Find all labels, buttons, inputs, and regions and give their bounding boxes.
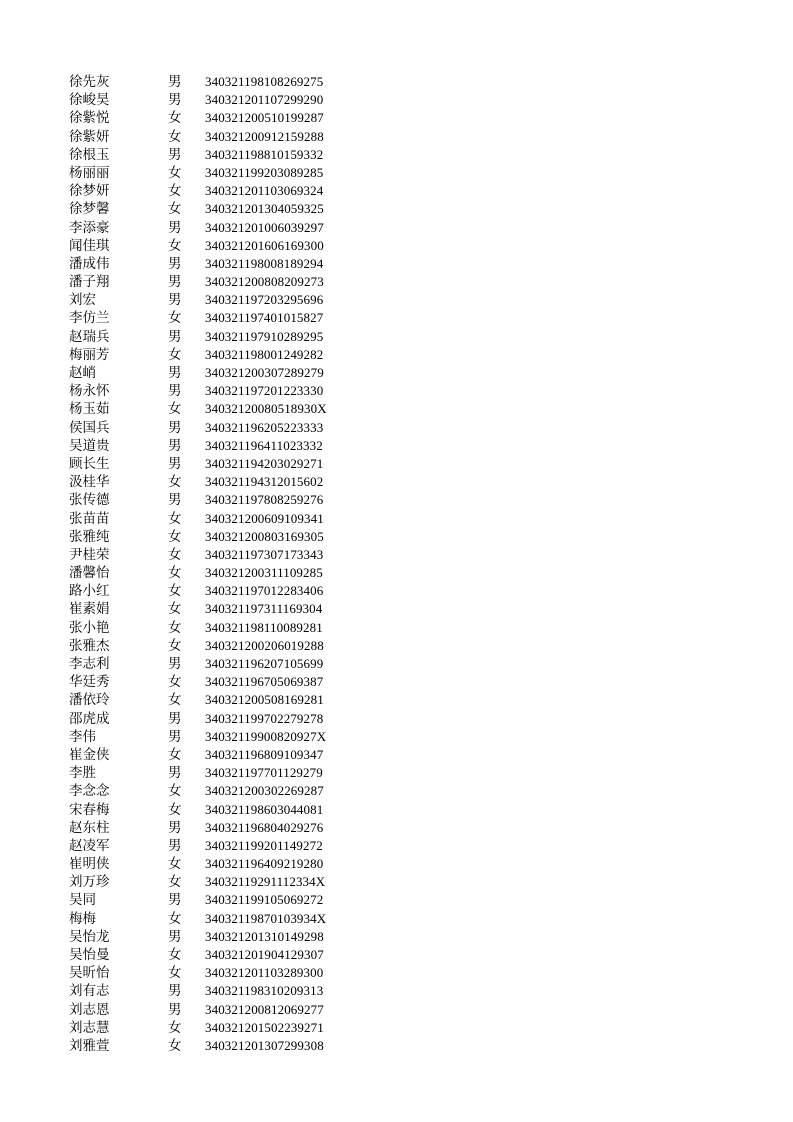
gender-value: 男 [168,292,182,309]
id-number: 340321197012283406 [205,583,324,599]
list-item [0,600,793,618]
person-name: 张雅纯 [69,528,110,545]
person-name: 赵瑞兵 [69,328,110,345]
person-name: 杨丽丽 [69,164,110,181]
person-name: 潘成伟 [69,255,110,272]
gender-value: 男 [168,837,182,854]
gender-value: 男 [168,146,182,163]
id-number: 340321198110089281 [205,619,323,635]
id-number: 34032119291112334X [205,874,326,890]
gender-value: 女 [168,874,182,891]
gender-value: 男 [168,455,182,472]
list-item [0,473,793,491]
list-item [0,400,793,418]
id-number: 340321200808209273 [205,274,324,290]
person-name: 侯国兵 [69,419,110,436]
person-name: 华廷秀 [69,674,110,691]
id-number: 340321201904129307 [205,947,324,962]
gender-value: 女 [168,1019,182,1036]
id-number: 34032120080518930X [205,401,327,417]
id-number: 340321200812069277 [205,1001,324,1017]
list-item [0,164,793,182]
gender-value: 女 [168,801,182,818]
gender-value: 女 [168,856,182,873]
id-number: 340321201103069324 [205,183,324,199]
id-number: 340321200311109285 [205,565,323,581]
person-name: 闻佳琪 [69,237,110,254]
id-number: 340321200307289279 [205,365,324,380]
person-name: 刘雅萱 [69,1037,110,1054]
list-item [0,291,793,309]
gender-value: 男 [168,365,182,381]
gender-value: 女 [168,637,182,654]
gender-value: 女 [168,401,182,418]
person-name: 徐峻昊 [69,92,110,109]
id-number: 340321194312015602 [205,474,324,490]
person-name: 潘依玲 [69,692,110,709]
gender-value: 男 [168,819,182,836]
list-item [0,128,793,146]
id-number: 340321197401015827 [205,310,324,326]
id-number: 340321199702279278 [205,710,324,726]
person-name: 崔素娟 [69,601,110,618]
gender-value: 女 [168,601,182,618]
id-number: 340321196411023332 [205,437,323,453]
gender-value: 女 [168,692,182,709]
gender-value: 女 [168,510,182,527]
gender-value: 男 [168,74,182,90]
list-item [0,782,793,800]
id-number: 340321198810159332 [205,146,324,162]
list-item [0,910,793,928]
gender-value: 女 [168,674,182,691]
gender-value: 女 [168,346,182,363]
person-name: 徐紫悦 [69,110,110,127]
id-number: 340321200206019288 [205,637,324,653]
gender-value: 女 [168,965,182,982]
gender-value: 女 [168,310,182,327]
id-number: 340321196205223333 [205,419,324,435]
person-name: 赵凌军 [69,837,110,854]
id-number: 340321200912159288 [205,128,324,144]
id-number: 340321200508169281 [205,692,324,708]
gender-value: 女 [168,565,182,582]
id-number: 340321198603044081 [205,801,324,817]
list-item [0,328,793,346]
id-number: 340321198008189294 [205,255,324,271]
id-number: 340321198310209313 [205,983,324,999]
person-name: 李志利 [69,656,110,672]
gender-value: 男 [168,983,182,1000]
list-item [0,764,793,782]
person-name: 张雅杰 [69,637,110,654]
person-name: 吴同 [69,892,96,909]
list-item [0,491,793,509]
id-number: 340321200803169305 [205,528,324,544]
id-number: 340321201103289300 [205,965,324,981]
person-name: 张苗苗 [69,510,110,527]
person-name: 李伟 [69,728,96,745]
person-name: 赵峭 [69,365,96,381]
gender-value: 女 [168,546,182,563]
gender-value: 男 [168,92,182,109]
list-item [0,510,793,528]
id-number: 340321197808259276 [205,492,324,508]
person-name: 吴怡曼 [69,947,110,963]
gender-value: 女 [168,583,182,600]
list-item [0,455,793,473]
id-number: 340321196207105699 [205,656,324,671]
id-number: 340321199201149272 [205,837,323,853]
person-name: 刘有志 [69,983,110,1000]
id-number: 340321194203029271 [205,455,324,471]
list-item [0,582,793,600]
gender-value: 男 [168,419,182,436]
gender-value: 男 [168,255,182,272]
person-name: 李添豪 [69,219,110,236]
person-name: 汲桂华 [69,474,110,491]
person-name: 张小艳 [69,619,110,636]
id-number: 340321200302269287 [205,783,324,799]
person-name: 徐梦馨 [69,201,110,218]
list-item [0,182,793,200]
id-number: 340321201107299290 [205,92,324,108]
list-item [0,73,793,91]
id-number: 340321197203295696 [205,292,324,308]
person-name: 徐梦妍 [69,183,110,200]
gender-value: 男 [168,928,182,945]
person-name: 崔金侠 [69,746,110,763]
person-name: 李念念 [69,783,110,800]
id-number: 340321199203089285 [205,164,324,180]
person-name: 吴怡龙 [69,928,110,945]
list-item [0,91,793,109]
list-item [0,146,793,164]
list-item [0,1019,793,1037]
gender-value: 女 [168,619,182,636]
gender-value: 男 [168,492,182,509]
person-name: 刘万珍 [69,874,110,891]
list-item [0,946,793,964]
person-name: 邵虎成 [69,710,110,727]
list-item [0,891,793,909]
gender-value: 女 [168,474,182,491]
list-item [0,619,793,637]
person-name: 梅丽芳 [69,346,110,363]
person-name: 顾长生 [69,455,110,472]
id-number: 340321201304059325 [205,201,324,217]
list-item [0,255,793,273]
gender-value: 男 [168,728,182,745]
gender-value: 男 [168,892,182,909]
id-number: 340321197311169304 [205,601,323,617]
list-item [0,710,793,728]
person-name: 尹桂荣 [69,546,110,563]
list-item [0,855,793,873]
list-item [0,200,793,218]
id-number: 340321200609109341 [205,510,324,526]
list-item [0,219,793,237]
list-item [0,873,793,891]
person-name: 刘志恩 [69,1001,110,1018]
id-number: 340321200510199287 [205,110,324,126]
list-item [0,637,793,655]
list-item [0,837,793,855]
gender-value: 男 [168,328,182,345]
list-item [0,419,793,437]
list-item [0,273,793,291]
list-item [0,691,793,709]
id-number: 340321201606169300 [205,237,324,253]
list-item [0,109,793,127]
gender-value: 女 [168,1037,182,1054]
person-name: 潘馨怡 [69,565,110,582]
id-number: 340321201310149298 [205,928,324,944]
person-name: 吴道贵 [69,437,110,454]
id-number: 340321197910289295 [205,328,324,344]
list-item [0,746,793,764]
person-name: 杨永怀 [69,383,110,400]
person-name: 宋春梅 [69,801,110,818]
person-name: 崔明侠 [69,856,110,873]
gender-value: 女 [168,528,182,545]
list-item [0,237,793,255]
gender-value: 男 [168,274,182,291]
person-name: 潘子翔 [69,274,110,291]
list-item [0,382,793,400]
id-number: 340321197701129279 [205,765,323,781]
gender-value: 男 [168,1001,182,1018]
person-name: 梅梅 [69,910,96,927]
list-item [0,673,793,691]
id-number: 340321196809109347 [205,746,324,762]
list-item [0,1037,793,1055]
gender-value: 女 [168,201,182,218]
id-number: 340321196804029276 [205,819,324,835]
list-item [0,546,793,564]
person-name: 张传德 [69,492,110,509]
list-item [0,728,793,746]
gender-value: 男 [168,710,182,727]
person-name: 刘志慧 [69,1019,110,1036]
gender-value: 女 [168,746,182,763]
list-item [0,364,793,382]
id-number: 340321201006039297 [205,219,324,235]
gender-value: 女 [168,128,182,145]
gender-value: 男 [168,765,182,782]
gender-value: 女 [168,237,182,254]
id-number: 34032119900820927X [205,728,327,744]
list-item [0,564,793,582]
person-name: 徐紫妍 [69,128,110,145]
gender-value: 女 [168,164,182,181]
gender-value: 男 [168,219,182,236]
gender-value: 女 [168,183,182,200]
list-item [0,964,793,982]
gender-value: 女 [168,783,182,800]
person-name: 徐根玉 [69,146,110,163]
gender-value: 男 [168,656,182,672]
id-number: 340321197307173343 [205,546,324,562]
person-name: 赵东柱 [69,819,110,836]
list-item [0,309,793,327]
id-number: 340321196705069387 [205,674,324,690]
person-name: 杨玉茹 [69,401,110,418]
id-number: 340321198001249282 [205,346,324,362]
list-item [0,928,793,946]
id-number: 340321201307299308 [205,1037,324,1053]
list-item [0,437,793,455]
list-item [0,528,793,546]
gender-value: 女 [168,110,182,127]
id-number: 340321199105069272 [205,892,324,908]
person-name: 路小红 [69,583,110,600]
id-number: 340321197201223330 [205,383,324,399]
gender-value: 男 [168,437,182,454]
list-item [0,982,793,1000]
list-item [0,801,793,819]
person-name: 徐先灰 [69,74,110,90]
list-item [0,819,793,837]
id-number: 340321201502239271 [205,1019,324,1035]
gender-value: 男 [168,383,182,400]
list-item [0,655,793,673]
id-number: 340321196409219280 [205,856,324,872]
gender-value: 女 [168,910,182,927]
gender-value: 女 [168,947,182,963]
person-name: 吴昕怡 [69,965,110,982]
person-name: 李仿兰 [69,310,110,327]
id-number: 34032119870103934X [205,910,327,926]
record-list [0,73,793,1055]
list-item [0,346,793,364]
person-name: 刘宏 [69,292,96,309]
list-item [0,1001,793,1019]
person-name: 李胜 [69,765,96,782]
id-number: 340321198108269275 [205,74,324,89]
